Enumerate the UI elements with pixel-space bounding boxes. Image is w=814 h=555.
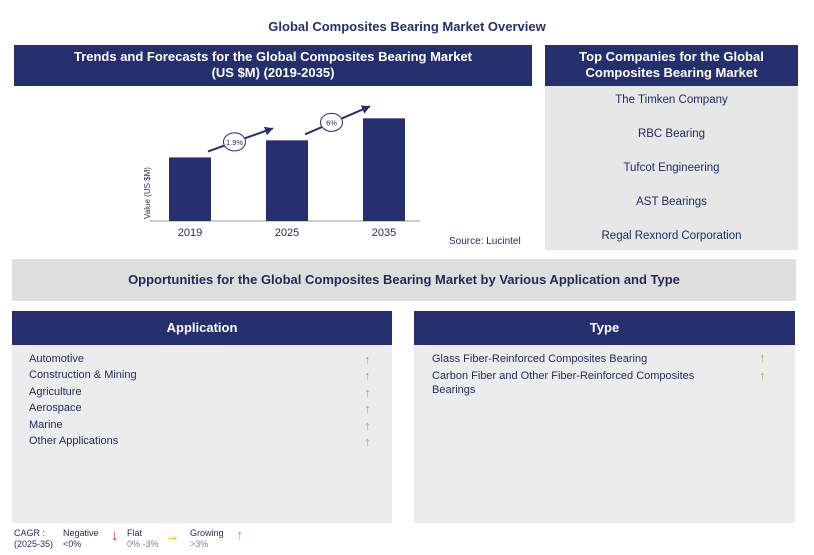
application-item: Aerospace xyxy=(29,402,82,414)
legend-flat xyxy=(127,528,159,550)
cagr-label: 6% xyxy=(326,118,337,128)
growing-arrow-icon: ↑ xyxy=(364,434,371,449)
company-item: Regal Rexnord Corporation xyxy=(601,230,742,242)
legend-negative-range: <0% xyxy=(63,539,82,549)
type-header: Type xyxy=(414,311,795,345)
company-item: AST Bearings xyxy=(636,196,707,208)
trend-header-line2: (US $M) (2019-2035) xyxy=(211,65,335,80)
legend-cagr-label: CAGR : xyxy=(14,528,46,538)
companies-header xyxy=(545,45,798,86)
growing-arrow-icon: ↑ xyxy=(364,368,371,383)
x-tick-label: 2019 xyxy=(177,227,203,239)
growing-arrow-icon: ↑ xyxy=(364,418,371,433)
page-title: Global Composites Bearing Market Overview xyxy=(268,19,546,34)
application-item: Automotive xyxy=(29,353,85,365)
legend-growing xyxy=(190,528,224,550)
bar-2019 xyxy=(169,157,211,221)
legend-flat-label: Flat xyxy=(127,528,143,538)
legend-growing-label: Growing xyxy=(190,528,224,538)
source-note: Source: Lucintel xyxy=(449,236,521,247)
negative-arrow-icon: ↓ xyxy=(111,527,119,544)
bar-chart xyxy=(130,96,430,246)
trend-header xyxy=(14,45,532,86)
legend-cagr-period: (2025-35) xyxy=(14,539,54,549)
y-axis-label: Value (US $M) xyxy=(143,167,152,219)
type-panel xyxy=(414,311,795,523)
application-item: Agriculture xyxy=(29,386,82,398)
flat-arrow-icon: → xyxy=(165,528,180,545)
company-item: Tufcot Engineering xyxy=(623,162,720,174)
company-item: The Timken Company xyxy=(615,94,728,106)
application-header: Application xyxy=(12,311,392,345)
type-item xyxy=(432,353,647,365)
bar-2025 xyxy=(266,140,308,221)
legend-negative-label: Negative xyxy=(63,528,99,538)
growing-arrow-icon: ↑ xyxy=(364,401,371,416)
opportunities-banner: Opportunities for the Global Composites Bearing Market by Various Application and Type xyxy=(12,259,796,301)
growing-arrow-icon: ↑ xyxy=(364,385,371,400)
application-item: Marine xyxy=(29,419,63,431)
companies-header-line2: Composites Bearing Market xyxy=(585,65,758,80)
x-tick-label: 2035 xyxy=(371,227,397,239)
application-item: Other Applications xyxy=(29,435,119,447)
growing-arrow-icon: ↑ xyxy=(759,350,766,365)
type-item-line: Carbon Fiber and Other Fiber-Reinforced Composites xyxy=(432,370,695,382)
type-item-line: Bearings xyxy=(432,384,476,396)
legend-negative xyxy=(63,528,99,550)
type-item-line: Glass Fiber-Reinforced Composites Bearing xyxy=(432,353,648,365)
type-item xyxy=(432,369,694,397)
application-panel xyxy=(12,311,392,523)
legend-flat-range: 0% -3% xyxy=(127,539,159,549)
x-tick-label: 2025 xyxy=(274,227,300,239)
application-item: Construction & Mining xyxy=(29,369,137,381)
company-item: RBC Bearing xyxy=(637,128,706,140)
growing-arrow-icon: ↑ xyxy=(236,527,244,544)
bar-2035 xyxy=(363,118,405,221)
cagr-label: 1.9% xyxy=(225,137,244,147)
growing-arrow-icon: ↑ xyxy=(759,368,766,383)
companies-header-line1: Top Companies for the Global xyxy=(579,49,764,64)
legend-cagr xyxy=(14,528,53,550)
trend-header-line1: Trends and Forecasts for the Global Composites Bearing Market xyxy=(73,49,473,64)
growing-arrow-icon: ↑ xyxy=(364,352,371,367)
legend-growing-range: >3% xyxy=(190,539,209,549)
top-companies-panel xyxy=(545,45,798,250)
